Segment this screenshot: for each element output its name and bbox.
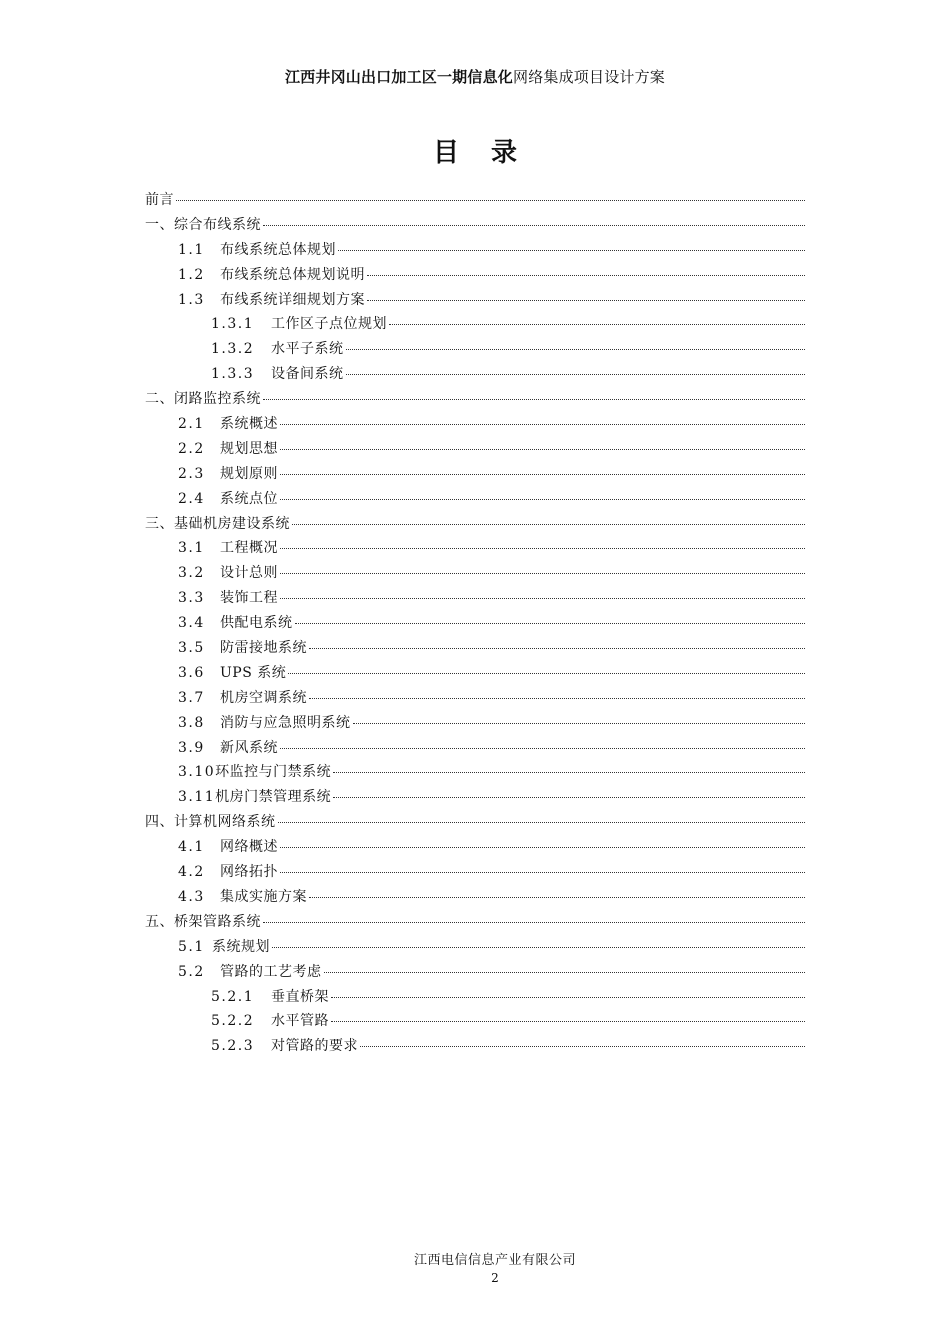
toc-entry-text: 五、桥架管路系统: [145, 913, 261, 930]
toc-dot-leader: [280, 499, 805, 500]
toc-entry[interactable]: [145, 662, 805, 687]
toc-entry-number: 1.3.2: [211, 341, 255, 358]
toc-entry[interactable]: [145, 587, 805, 612]
toc-entry-text: 系统概述: [220, 416, 278, 433]
toc-entry-text: 供配电系统: [220, 615, 293, 632]
toc-entry-text: 水平子系统: [271, 341, 344, 358]
toc-dot-leader: [263, 922, 805, 923]
toc-entry-number: 5.2.2: [211, 1013, 255, 1030]
toc-entry[interactable]: [145, 936, 805, 961]
toc-entry-text: 对管路的要求: [271, 1038, 358, 1055]
toc-entry[interactable]: [145, 388, 805, 413]
toc-heading: 目录: [432, 138, 549, 168]
header-title-rest: 网络集成项目设计方案: [513, 68, 666, 86]
toc-dot-leader: [280, 847, 805, 848]
toc-dot-leader: [389, 324, 805, 325]
toc-entry[interactable]: [145, 612, 805, 637]
toc-dot-leader: [367, 275, 805, 276]
toc-entry[interactable]: [145, 562, 805, 587]
toc-entry[interactable]: [145, 761, 805, 786]
toc-entry-number: 3.6: [178, 664, 205, 681]
toc-entry-number: 1.1: [178, 241, 205, 258]
toc-entry[interactable]: [145, 264, 805, 289]
toc-entry-number: 1.3.1: [211, 316, 255, 333]
toc-entry-text: 规划思想: [220, 440, 278, 457]
toc-dot-leader: [288, 673, 805, 674]
toc-dot-leader: [280, 598, 805, 599]
toc-entry-text: 四、计算机网络系统: [145, 814, 276, 831]
toc-entry-number: 4.1: [178, 839, 205, 856]
toc-entry[interactable]: [145, 463, 805, 488]
footer-company: 江西电信信息产业有限公司: [413, 1253, 576, 1268]
toc-entry[interactable]: [145, 488, 805, 513]
toc-dot-leader: [346, 374, 806, 375]
toc-dot-leader: [280, 548, 805, 549]
toc-entry-number: 3.4: [178, 615, 205, 632]
toc-entry-text: 新风系统: [220, 739, 278, 756]
toc-dot-leader: [309, 648, 805, 649]
toc-entry[interactable]: [145, 737, 805, 762]
toc-entry-text: 前言: [145, 192, 174, 208]
toc-entry-number: 5.2.1: [211, 988, 255, 1005]
toc-dot-leader: [280, 424, 805, 425]
toc-entry-number: 5.2.3: [211, 1038, 255, 1055]
toc-entry-text: 布线系统详细规划方案: [220, 291, 365, 308]
toc-entry[interactable]: [145, 363, 805, 388]
toc-dot-leader: [367, 300, 805, 301]
toc-entry-number: 3.9: [178, 739, 205, 756]
toc-entry-number: 1.3: [178, 291, 205, 308]
toc-entry-number: 2.2: [178, 440, 205, 457]
toc-entry-number: 1.2: [178, 266, 205, 283]
toc-entry[interactable]: [145, 786, 805, 811]
toc-entry-text: 布线系统总体规划: [220, 241, 336, 258]
toc-dot-leader: [309, 897, 805, 898]
toc-entry[interactable]: [145, 438, 805, 463]
toc-entry[interactable]: [145, 712, 805, 737]
toc-entry[interactable]: [145, 537, 805, 562]
toc-dot-leader: [309, 698, 805, 699]
toc-entry-text: 装饰工程: [220, 590, 278, 607]
toc-dot-leader: [280, 573, 805, 574]
toc-dot-leader: [338, 250, 805, 251]
toc-entry[interactable]: [145, 338, 805, 363]
toc-entry[interactable]: [145, 313, 805, 338]
toc-dot-leader: [280, 748, 805, 749]
toc-entry-text: 环监控与门禁系统: [215, 764, 332, 781]
toc-entry-number: 1.3.3: [211, 366, 255, 383]
toc-dot-leader: [324, 972, 806, 973]
toc-list: [145, 189, 805, 1060]
toc-dot-leader: [278, 822, 806, 823]
toc-entry[interactable]: [145, 886, 805, 911]
toc-entry-number: 5.2: [178, 963, 205, 980]
toc-entry[interactable]: [145, 513, 805, 538]
toc-dot-leader: [360, 1046, 805, 1047]
toc-entry-text: 二、闭路监控系统: [145, 391, 261, 408]
toc-dot-leader: [280, 449, 805, 450]
toc-entry[interactable]: [145, 1035, 805, 1060]
toc-entry-number: 3.11: [178, 789, 216, 806]
toc-entry-number: 3.7: [178, 689, 205, 706]
toc-entry-text: 集成实施方案: [220, 888, 307, 905]
toc-entry[interactable]: [145, 687, 805, 712]
toc-entry[interactable]: [145, 986, 805, 1011]
toc-entry-number: 2.4: [178, 490, 205, 507]
toc-entry[interactable]: [145, 214, 805, 239]
toc-entry-text: 管路的工艺考虑: [220, 963, 322, 980]
toc-entry[interactable]: [145, 811, 805, 836]
toc-entry-text: 工程概况: [220, 540, 278, 557]
toc-dot-leader: [331, 1021, 805, 1022]
toc-entry-text: 网络拓扑: [220, 864, 278, 881]
toc-entry-number: 2.3: [178, 465, 205, 482]
toc-entry-text: 网络概述: [220, 839, 278, 856]
toc-entry-text: 系统点位: [220, 490, 278, 507]
page-number: 2: [491, 1271, 499, 1285]
toc-entry[interactable]: [145, 239, 805, 264]
toc-entry[interactable]: [145, 861, 805, 886]
toc-entry-number: 2.1: [178, 416, 205, 433]
toc-entry-number: 3.10: [178, 764, 216, 781]
toc-entry-text: 三、基础机房建设系统: [145, 515, 290, 532]
toc-entry-text: 设备间系统: [271, 366, 344, 383]
toc-entry[interactable]: [145, 413, 805, 438]
toc-dot-leader: [331, 997, 805, 998]
toc-entry-number: 4.2: [178, 864, 205, 881]
toc-entry-text: 工作区子点位规划: [271, 316, 387, 333]
toc-entry-text: 垂直桥架: [271, 988, 329, 1005]
toc-dot-leader: [333, 797, 805, 798]
toc-dot-leader: [176, 200, 805, 201]
toc-entry[interactable]: [145, 637, 805, 662]
toc-dot-leader: [263, 399, 805, 400]
toc-entry-text: 布线系统总体规划说明: [220, 266, 365, 283]
toc-entry-number: 5.1: [178, 938, 205, 955]
toc-entry-number: 3.5: [178, 640, 205, 657]
toc-dot-leader: [346, 349, 806, 350]
toc-dot-leader: [295, 623, 806, 624]
toc-dot-leader: [263, 225, 805, 226]
toc-dot-leader: [280, 474, 805, 475]
toc-entry-text: 水平管路: [271, 1013, 329, 1030]
header-title-bold: 江西井冈山出口加工区一期信息化: [284, 68, 513, 86]
toc-entry-text: 消防与应急照明系统: [220, 714, 351, 731]
toc-entry-text: 一、综合布线系统: [145, 216, 261, 233]
toc-entry-text: 机房空调系统: [220, 689, 307, 706]
toc-entry-text: 设计总则: [220, 565, 278, 582]
toc-entry-text: 系统规划: [212, 938, 270, 955]
toc-entry[interactable]: [145, 911, 805, 936]
running-header: [0, 66, 950, 87]
toc-entry[interactable]: [145, 289, 805, 314]
toc-entry[interactable]: [145, 961, 805, 986]
toc-entry-text: 机房门禁管理系统: [215, 789, 332, 806]
toc-entry-number: 4.3: [178, 888, 205, 905]
toc-dot-leader: [272, 947, 805, 948]
toc-dot-leader: [353, 723, 806, 724]
toc-dot-leader: [333, 772, 805, 773]
toc-dot-leader: [280, 872, 805, 873]
toc-entry-text: UPS 系统: [220, 664, 287, 681]
toc-entry-number: 3.2: [178, 565, 205, 582]
toc-entry-text: 规划原则: [220, 465, 278, 482]
toc-entry-number: 3.3: [178, 590, 205, 607]
toc-dot-leader: [292, 524, 805, 525]
toc-entry[interactable]: [145, 836, 805, 861]
toc-entry[interactable]: [145, 189, 805, 214]
toc-entry-number: 3.8: [178, 714, 205, 731]
toc-entry-text: 防雷接地系统: [220, 640, 307, 657]
toc-entry-number: 3.1: [178, 540, 205, 557]
toc-entry[interactable]: [145, 1010, 805, 1035]
